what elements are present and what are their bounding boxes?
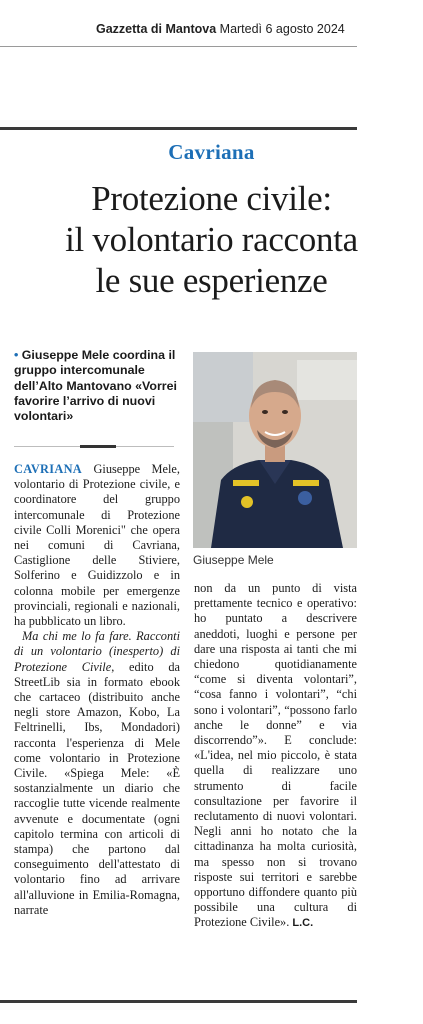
text-column-1 xyxy=(14,462,180,918)
book-title: Ma chi me lo fa fare. Racconti di un volontario (inesperto) di Protezione Civile xyxy=(14,629,180,674)
paragraph-3 xyxy=(194,581,357,932)
article-kicker: Cavriana xyxy=(168,140,255,164)
dateline: CAVRIANA xyxy=(14,462,83,476)
photo-caption: Giuseppe Mele xyxy=(193,553,274,567)
bottom-rule xyxy=(0,1000,357,1003)
newspaper-name: Gazzetta di Mantova xyxy=(96,22,217,36)
masthead xyxy=(96,22,396,36)
headline-line-1: Protezione civile: xyxy=(91,179,332,218)
headline-line-3: le sue esperienze xyxy=(95,261,328,300)
summary-bullet: • xyxy=(14,348,19,362)
section-rule xyxy=(0,127,357,130)
paragraph-2-text: , edito da StreetLib sia in formato ebook che cartaceo (distribuito anche negli store Amazon, Kobo, La Feltrinelli, Ibs, Mondadori) racconta l'esperienza di Mele come volontario in Protezione Civile. «Spiega Mele: «È sostanzialmente un diario che raccoglie tutte vicende realmente avvenute e documentate (ogni capitolo termina con articoli di stampa) che partono dal conseguimento dell'attestato di volontario fino ad arrivare all'alluvione in Emilia-Romagna, narrate xyxy=(14,659,181,917)
article-summary xyxy=(14,348,180,424)
summary-rule xyxy=(14,446,174,447)
author-signature: L.C. xyxy=(292,917,314,930)
portrait-illustration xyxy=(193,352,357,548)
text-column-2 xyxy=(194,581,357,932)
summary-text: Giuseppe Mele coordina il gruppo intercomunale dell’Alto Mantovano «Vorrei favorire l’arrivo di nuovi volontari» xyxy=(14,348,177,424)
column-2-text: non da un punto di vista prettamente tecnico e operativo: ho puntato a descrivere aneddoti, luoghi e persone per dare una risposta ai tanti che mi chiedono quotidianamente “come si diventa volontari”, “cosa fanno i volontari”, “chi sono i volontari”, “possono farlo anche le donne” e via discorrendo”». E conclude: «L'idea, nel mio piccolo, è stata quella di realizzare uno strumento di facile consultazione per favorire il reclutamento di nuovi volontari. Negli anni ho notato che la cittadinanza ha molta curiosità, ma spesso non si trovano risposte sui territori e sarebbe opportuno diffondere quanto più possibile una cultura di Protezione Civile». xyxy=(194,581,357,930)
masthead-rule xyxy=(0,46,357,47)
issue-date: Martedì 6 agosto 2024 xyxy=(219,22,345,36)
paragraph-2 xyxy=(14,629,180,918)
portrait-photo xyxy=(193,352,357,548)
article-headline xyxy=(0,178,423,301)
headline-line-2: il volontario racconta xyxy=(65,220,358,259)
paragraph-1 xyxy=(14,462,180,629)
paragraph-1-text: Giuseppe Mele, volontario di Protezione civile, e coordinatore del gruppo intercomunale di Protezione civile Colli Morenici" che opera nei comuni di Cavriana, Castiglione delle Stiviere, Solferino e Guidizzolo e in colonna mobile per emergenze provinciali, regionali e nazionali, ha pubblicato un libro. xyxy=(14,462,180,629)
